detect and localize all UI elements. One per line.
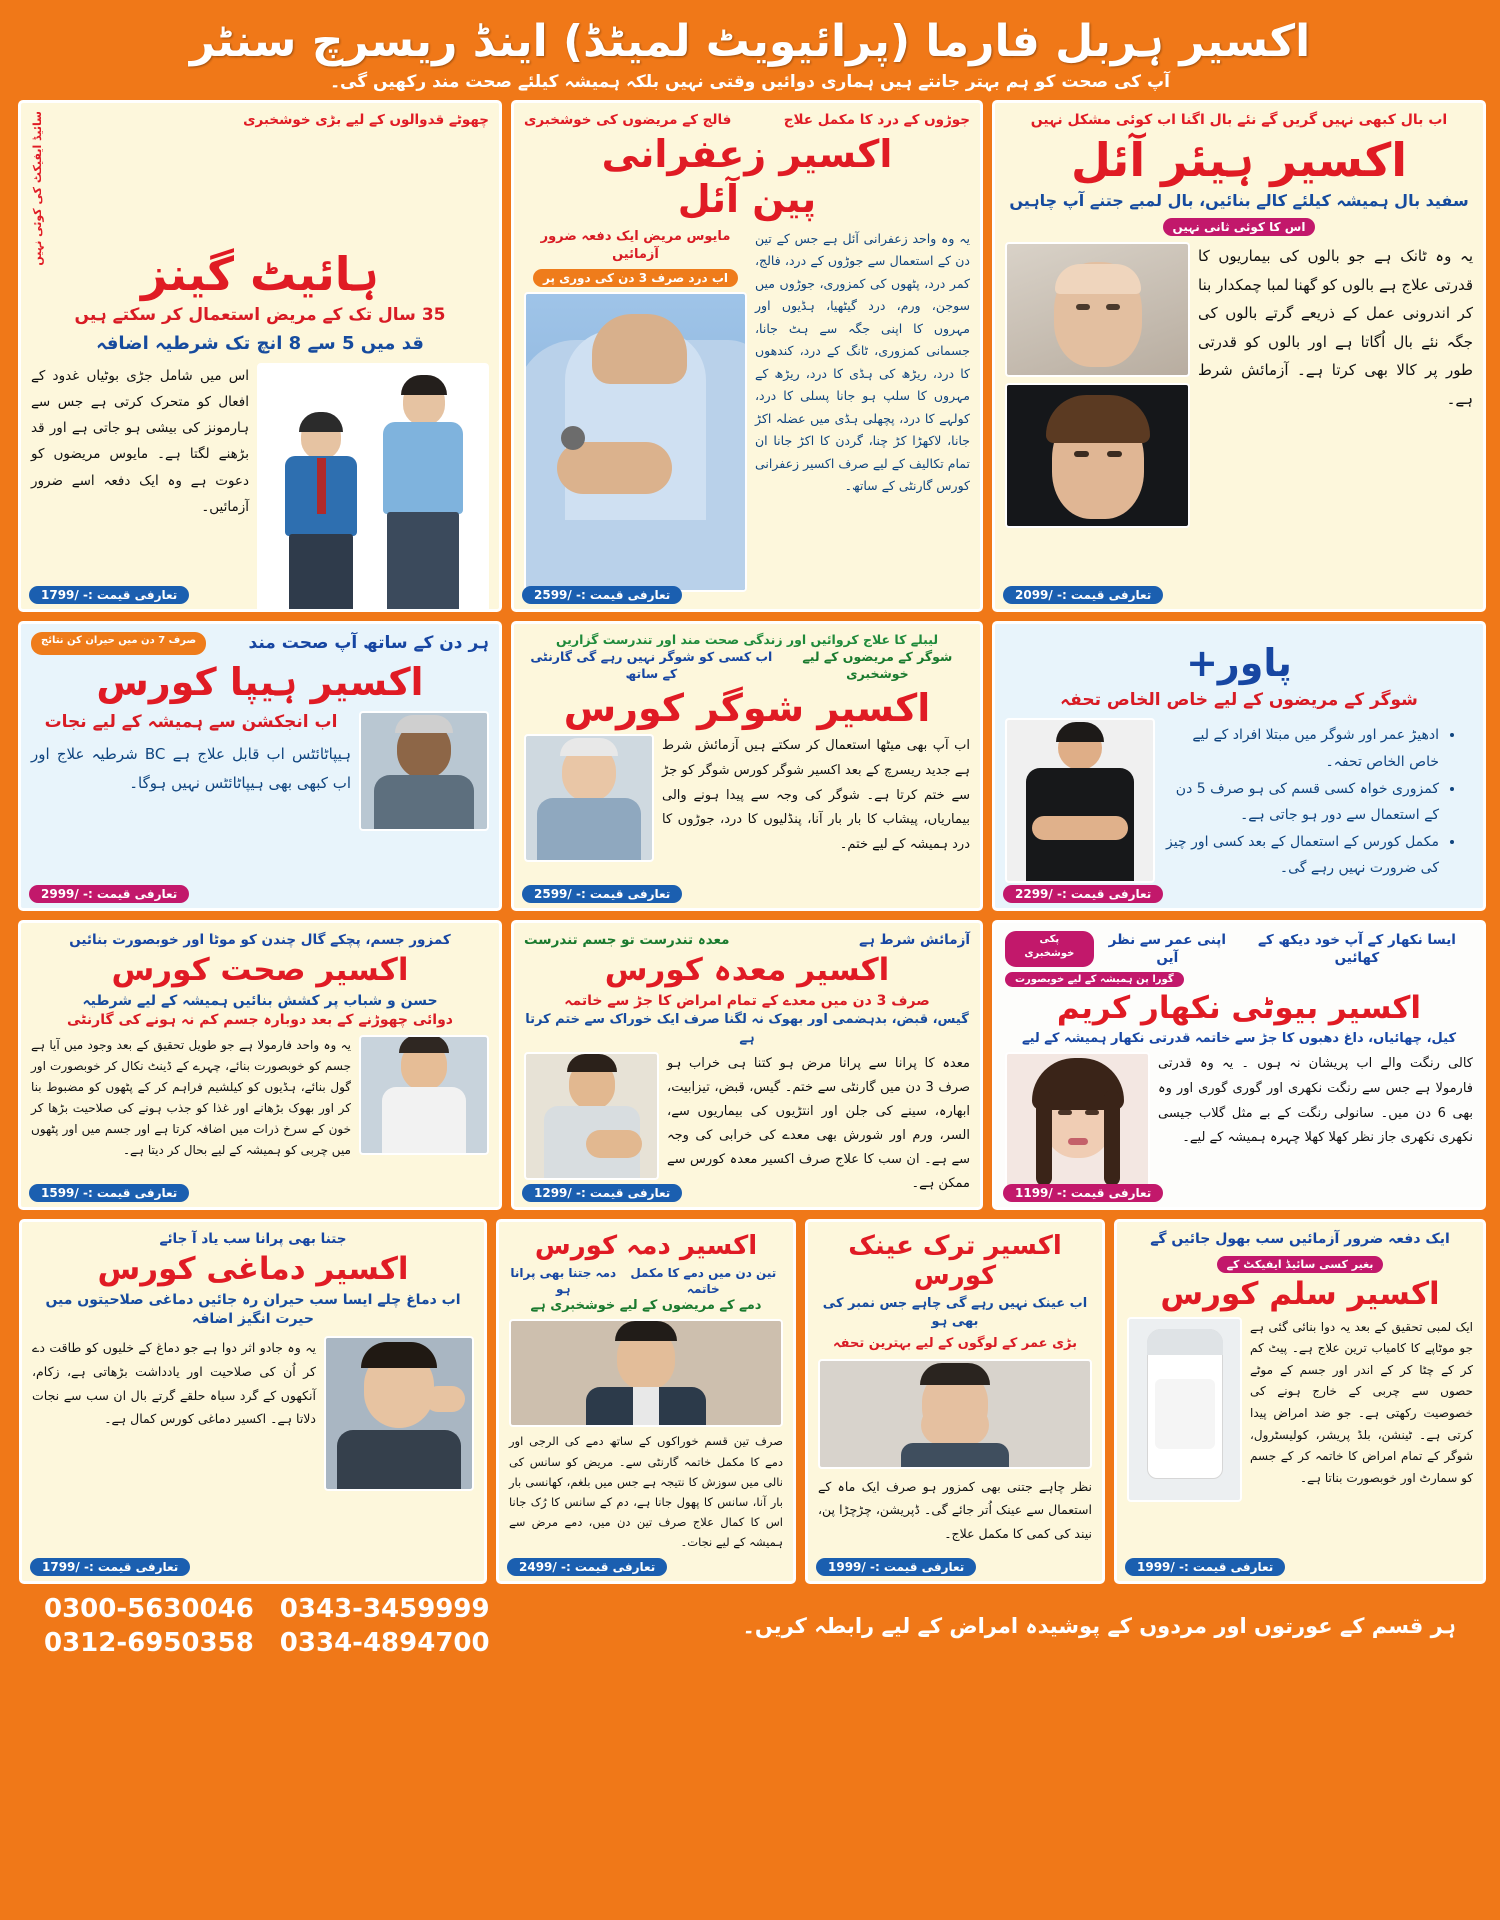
card-height-gainer[interactable] (18, 100, 502, 612)
slim-photo (1127, 1317, 1242, 1502)
card-sehat-sub2: دوائی چھوڑنے کے بعد دوبارہ جسم کم نہ ہونے کی گارنٹی (67, 1012, 453, 1029)
card-mayda-title: اکسیر معدہ کورس (604, 952, 890, 989)
phone-0343[interactable]: 0343-3459999 (279, 1594, 490, 1624)
footer-phones (44, 1594, 490, 1658)
card-zafrani-kickers (524, 111, 970, 129)
card-zafrani-pain-oil[interactable] (511, 100, 983, 612)
card-mayda-kicker-right: معدہ تندرست تو جسم تندرست (524, 932, 730, 948)
card-height-price: تعارفی قیمت :- /1799 (29, 586, 189, 604)
phone-column-right (44, 1594, 254, 1658)
card-mayda-sub2: گیس، قبض، بدہضمی اور بھوک نہ لگنا صرف ایک خوراک سے ختم کرتا ہے (525, 1012, 969, 1046)
card-sugar-kicker2-left: شوگر کے مریضوں کے لیے خوشخبری (802, 648, 953, 681)
card-sehat[interactable] (18, 920, 502, 1210)
card-hair-oil-kicker: اب بال کبھی نہیں گریں گے نئے بال اگنا اب کوئی مشکل نہیں (1030, 112, 1448, 128)
card-height-title: ہائیٹ گینز (141, 246, 379, 301)
card-slim-body: ایک لمبی تحقیق کے بعد یہ دوا بنائی گئی ہے جو موٹاپے کا کامیاب ترین علاج ہے۔ پیٹ کم کر کے چٹا کر کے اندر اور جسم کے موٹے حصوں سے چربی کے خارج ہونے کی خصوصیت رکھتی ہے۔ جو ضد امراض پیدا کرتی ہے۔ ٹینشن، بلڈ پریشر، کولیسٹرول، شوگر کے تمام امراض کا خاتمہ کر کے جسم کو سمارٹ اور خوبصورت بناتا ہے۔ (1250, 1319, 1473, 1485)
card-zafrani-note: مایوس مریض ایک دفعہ ضرور آزمائیں (540, 228, 731, 262)
height-gainer-photo (257, 363, 489, 612)
card-hair-oil-price: تعارفی قیمت :- /2099 (1003, 586, 1163, 604)
card-sugar-title: اکسیر شوگر کورس (563, 685, 931, 730)
card-power-title: پاور+ (1186, 641, 1292, 685)
card-hepa-kicker: ہر دن کے ساتھ آپ صحت مند (248, 633, 489, 653)
dimaghi-photo (324, 1336, 474, 1491)
card-tark-title: اکسیر ترک عینک کورس (848, 1231, 1062, 1291)
power-bullet-0: • ادھیڑ عمر اور شوگر میں مبتلا افراد کے لیے خاص الخاص تحفہ۔ (1163, 722, 1439, 775)
card-beauty-kicker-right: اپنی عمر سے نظر آیں (1108, 932, 1227, 967)
card-height-kicker-right: سائیڈ ایفیکٹ کی کوئی نہیں (31, 111, 44, 266)
beauty-photo (1005, 1052, 1150, 1200)
card-beauty-cream[interactable] (992, 920, 1486, 1210)
card-mayda-price: تعارفی قیمت :- /1299 (522, 1184, 682, 1202)
card-height-body: اس میں شامل جڑی بوٹیاں غدود کے افعال کو متحرک کرتی ہے جس سے ہارمونز کی بیشی ہو جاتی ہے اور قد بڑھنے لگتا ہے۔ مایوس مریضوں کو دعوت ہے وہ ایک دفعہ اسے ضرور آزمائیں۔ (31, 367, 249, 516)
product-grid (14, 100, 1486, 1584)
card-mayda[interactable] (511, 920, 983, 1210)
card-dimaghi-price: تعارفی قیمت :- /1799 (30, 1558, 190, 1576)
card-height-sub2: قد میں 5 سے 8 انچ تک شرطیہ اضافہ (96, 333, 424, 355)
card-dama-sub-right: دمہ جتنا بھی پرانا ہو (510, 1265, 617, 1297)
hepa-photo (359, 711, 489, 831)
footer-note: ہر قسم کے عورتوں اور مردوں کے پوشیدہ امراض کے لیے رابطہ کریں۔ (742, 1614, 1456, 1638)
card-dimaghi-kicker: جتنا بھی پرانا سب یاد آ جائے (159, 1231, 347, 1247)
phone-0334[interactable]: 0334-4894700 (279, 1628, 490, 1658)
card-height-kicker-left: چھوٹے قدوالوں کے لیے بڑی خوشخبری (243, 112, 489, 128)
card-tark-price: تعارفی قیمت :- /1999 (816, 1558, 976, 1576)
card-beauty-badge2: گورا پن ہمیشہ کے لیے خوبصورت (1005, 972, 1184, 987)
card-dama-kickers (509, 1265, 783, 1297)
card-dimaghi-sub: اب دماغ چلے ایسا سب حیران رہ جائیں دماغی صلاحیتوں میں حیرت انگیز اضافہ (45, 1291, 461, 1328)
card-zafrani-price: تعارفی قیمت :- /2599 (522, 586, 682, 604)
card-mayda-kicker-left: آزمائش شرط ہے (859, 932, 970, 948)
card-zafrani-title2: پین آئل (677, 176, 817, 221)
card-dimaghi-title: اکسیر دماغی کورس (97, 1251, 409, 1288)
phone-column-left (280, 1594, 490, 1658)
power-plus-photo (1005, 718, 1155, 883)
card-tark-sub: اب عینک نہیں رہے گی چاہے جس نمبر کی بھی ہو (822, 1295, 1088, 1329)
card-sugar-kicker2-right: اب کسی کو شوگر نہیں رہے گی گارنٹی کے ساتھ (530, 648, 773, 681)
card-hepa-price: تعارفی قیمت :- /2999 (29, 885, 189, 903)
card-hepa-kickers (31, 632, 489, 655)
phone-0300[interactable]: 0300-5630046 (44, 1594, 254, 1624)
card-hair-oil[interactable] (992, 100, 1486, 612)
dama-photo (509, 1319, 783, 1427)
card-dama-sub2: دمے کے مریضوں کے لیے خوشخبری ہے (530, 1298, 762, 1314)
card-beauty-badge: پکی خوشخبری (1005, 931, 1094, 967)
card-tark-sub2: بڑی عمر کے لوگوں کے لیے بہترین تحفہ (833, 1336, 1077, 1352)
card-sugar[interactable] (511, 621, 983, 911)
card-mayda-body: معدہ کا پرانا سے پرانا مرض ہو کتنا ہی خراب ہو صرف 3 دن میں گارنٹی سے ختم۔ گیس، قبض، تیزابیت، ابھارہ، سینے کی جلن اور انتڑیوں کی بیماریوں سے، السر، ورم اور شورش بھی معدے کی خرابی کی وجہ سے ہے۔ ان سب کا علاج صرف اکسیر معدہ کورس سے ممکن ہے۔ (667, 1055, 971, 1192)
card-dama-title: اکسیر دمہ کورس (534, 1231, 758, 1261)
mayda-photo (524, 1052, 659, 1180)
card-sehat-body: یہ وہ واحد فارمولا ہے جو طویل تحقیق کے بعد وجود میں آیا ہے جسم کو خوبصورت بنائے، چہرے کے ڈینٹ نکال کر خوبصورت اور گول بنائے، ہڈیوں کو کیلشیم فراہم کر کے پٹھوں کو مضبوط بنا کر اور بھوک بڑھانے اور غذا کو جذب ہونے کی صلاحیت بڑھا کر خون کے سرخ ذرات میں اضافہ کرتا ہے اور جسم میں اور پٹھوں میں چربی کو ہمیشہ کے لیے بحال کر دیتا ہے۔ (31, 1038, 351, 1158)
card-slim[interactable] (1114, 1219, 1486, 1584)
card-sugar-body: اب آپ بھی میٹھا استعمال کر سکتے ہیں آزمائش شرط ہے جدید ریسرچ کے بعد اکسیر شوگر کورس شوگر کو جڑ سے ختم کرتا ہے۔ شوگر کی وجہ سے پیدا ہونے والی بیماریاں، پیشاب کا بار بار آنا، پنڈلیوں کا درد، جوڑوں کا درد ہمیشہ کے لیے ختم۔ (662, 738, 970, 853)
card-zafrani-badge: اب درد صرف 3 دن کی دوری پر (533, 269, 738, 287)
sugar-photo (524, 734, 654, 862)
card-sugar-kicker2 (524, 649, 970, 683)
row-2 (14, 621, 1486, 911)
card-hepa-title: اکسیر ہیپا کورس (96, 659, 424, 704)
card-hair-oil-body: یہ وہ ٹانک ہے جو بالوں کی بیماریوں کا قدرتی علاج ہے بالوں کو گھنا لمبا چمکدار بنا کر اندرونی عمل کے ذریعے گرتے بالوں کی جگہ نئے بال اُگاتا ہے اور بالوں کو قدرتی طور پر کالا بھی کرتا ہے۔ آزمائش شرط ہے۔ (1198, 247, 1473, 408)
card-beauty-body: کالی رنگت والے اب پریشان نہ ہوں ۔ یہ وہ قدرتی فارمولا ہے جس سے رنگت نکھری اور گوری گوری اور وہ بھی 6 دن میں۔ سانولی رنگت کے بے مثل گلاب جیسی نکھری نکھری جاز نظر کھلا کھلا چہرہ ہمیشہ کے لیے۔ (1158, 1056, 1474, 1146)
power-bullet-1: • کمزوری خواہ کسی قسم کی ہو صرف 5 دن کے استعمال سے دور ہو جاتی ہے۔ (1163, 776, 1439, 829)
card-hepa[interactable] (18, 621, 502, 911)
card-beauty-title: اکسیر بیوٹی نکھار کریم (1056, 990, 1422, 1027)
card-sehat-price: تعارفی قیمت :- /1599 (29, 1184, 189, 1202)
card-hair-oil-sub: سفید بال ہمیشہ کیلئے کالے بنائیں، بال لمبے جتنے آپ چاہیں (1009, 190, 1469, 210)
card-sugar-kicker1: لیبلے کا علاج کروائیں اور زندگی صحت مند اور تندرست گزاریں (555, 632, 939, 647)
card-dama-body: صرف تین قسم خوراکوں کے ساتھ دمے کی الرجی اور دمے کا مکمل خاتمہ گارنٹی سے۔ مریض کو سانس کی نالی میں سوزش کا نتیجہ ہے جس میں بلغم، کھانسی بار بار آنا، سانس کا پھول جانا ہے، دم کے سانس کا رُک جانا اس کا کمال علاج صرف تین دن میں، دمے مرض سے ہمیشہ کے لیے نجات۔ (509, 1434, 783, 1550)
card-slim-kicker: ایک دفعہ ضرور آزمائیں سب بھول جائیں گے (1150, 1231, 1450, 1247)
card-tark-enak[interactable] (805, 1219, 1105, 1584)
row-4 (14, 1219, 1486, 1584)
card-beauty-kicker-left: ایسا نکھار کے آپ خود دیکھ کے کھائیں (1257, 932, 1456, 967)
zafrani-photo (524, 292, 747, 592)
card-hair-oil-title: اکسیر ہیئر آئل (1071, 132, 1407, 187)
card-sehat-sub1: حسن و شباب پر کشش بنائیں ہمیشہ کے لیے شرطیہ (82, 992, 438, 1009)
page-header (14, 10, 1486, 100)
company-title: اکسیر ہربل فارما (پرائیویٹ لمیٹڈ) اینڈ ریسرچ سنٹر (189, 16, 1311, 67)
card-hepa-badge: صرف 7 دن میں حیران کن نتائج (31, 632, 206, 655)
card-dimaghi-body: یہ وہ جادو اثر دوا ہے جو دماغ کے خلیوں کو طاقت دے کر اُن کی صلاحیت اور یادداشت بڑھاتی ہے، زکام، آنکھوں کے گرد سیاہ حلقے گرتے بال ان سب سے نجات دلاتا ہے۔ اکسیر دماغی کورس کمال ہے۔ (32, 1340, 316, 1427)
row-1 (14, 100, 1486, 612)
card-beauty-price: تعارفی قیمت :- /1199 (1003, 1184, 1163, 1202)
phone-0312[interactable]: 0312-6950358 (44, 1628, 254, 1658)
card-tark-body: نظر چاہے جتنی بھی کمزور ہو صرف ایک ماہ کے استعمال سے عینک اُتر جائے گی۔ ڈپریشن، چڑچڑا پن، نیند کی کمی کا مکمل علاج۔ (818, 1479, 1092, 1541)
card-beauty-kickers (1005, 931, 1473, 967)
page-footer (14, 1584, 1486, 1658)
card-zafrani-kicker-right: فالج کے مریضوں کی خوشخبری (524, 112, 732, 128)
card-beauty-sub: کیل، چھائیاں، داغ دھبوں کا جڑ سے خاتمہ قدرتی نکھار ہمیشہ کے لیے (1021, 1031, 1457, 1047)
row-3 (14, 920, 1486, 1210)
card-sugar-price: تعارفی قیمت :- /2599 (522, 885, 682, 903)
card-slim-badge: بغیر کسی سائیڈ ایفیکٹ کے (1217, 1256, 1384, 1273)
card-zafrani-title1: اکسیر زعفرانی (601, 132, 893, 177)
card-hair-oil-badge: اس کا کوئی ثانی نہیں (1163, 218, 1316, 236)
card-mayda-kickers (524, 931, 970, 949)
card-power-plus[interactable] (992, 621, 1486, 911)
company-tagline: آپ کی صحت کو ہم بہتر جانتے ہیں ہماری دوائیں وقتی نہیں بلکہ ہمیشہ کیلئے صحت مند رکھیں گی۔ (330, 72, 1170, 92)
card-slim-title: اکسیر سلم کورس (1160, 1275, 1440, 1312)
card-height-sub1: 35 سال تک کے مریض استعمال کر سکتے ہیں (74, 304, 446, 325)
card-hepa-sub: اب انجکشن سے ہمیشہ کے لیے نجات (44, 711, 338, 732)
card-height-kickers (31, 111, 489, 266)
card-mayda-sub: صرف 3 دن میں معدے کے تمام امراض کا جڑ سے خاتمہ (564, 992, 930, 1009)
hair-oil-photo-before (1005, 242, 1190, 377)
tark-enak-photo (818, 1359, 1092, 1469)
card-sehat-kicker: کمزور جسم، پچکے گال چندن کو موٹا اور خوبصورت بنائیں (69, 932, 451, 948)
power-bullet-2: • مکمل کورس کے استعمال کے بعد کسی اور چیز کی ضرورت نہیں رہے گی۔ (1163, 829, 1439, 882)
card-dama-price: تعارفی قیمت :- /2499 (507, 1558, 667, 1576)
card-power-sub: شوگر کے مریضوں کے لیے خاص الخاص تحفہ (1060, 689, 1418, 710)
card-hepa-body: ہیپاٹائٹس اب قابل علاج ہے BC شرطیہ علاج اور اب کبھی بھی ہیپاٹائٹس نہیں ہوگا۔ (31, 745, 351, 792)
card-slim-price: تعارفی قیمت :- /1999 (1125, 1558, 1285, 1576)
sehat-photo (359, 1035, 489, 1155)
hair-oil-photo-after (1005, 383, 1190, 528)
card-power-price: تعارفی قیمت :- /2299 (1003, 885, 1163, 903)
card-power-bullets (1163, 722, 1457, 882)
card-zafrani-kicker-left: جوڑوں کے درد کا مکمل علاج (783, 112, 970, 128)
card-dama-sub-left: تین دن میں دمے کا مکمل خاتمہ (630, 1265, 777, 1297)
card-dimaghi[interactable] (19, 1219, 487, 1584)
card-sehat-title: اکسیر صحت کورس (111, 952, 409, 989)
card-zafrani-body: یہ وہ واحد زعفرانی آئل ہے جس کے تین دن کے استعمال سے جوڑوں کے درد، فالج، کمر درد، پٹھوں کی کمزوری، جوڑوں میں سوجن، ورم، درد گیٹھیا، ہڈیوں اور مہروں کا اپنی جگہ سے ہٹ جانا، جسمانی کمزوری، ٹانگ کے درد، کندھوں کا درد، ریڑھ کی ہڈی کا درد، ریڑھ کے مہروں کا سلپ ہو جانا پسلی کا درد، کولہے کا درد، پچھلی ہڈی میں عضلہ اکڑ جانا، لاکھڑا کڑ چنا، گردن کا اکڑ جانا ان تمام تکالیف کے لیے صرف اکسیر زعفرانی کورس گارنٹی کے ساتھ۔ (755, 230, 970, 494)
card-dama[interactable] (496, 1219, 796, 1584)
